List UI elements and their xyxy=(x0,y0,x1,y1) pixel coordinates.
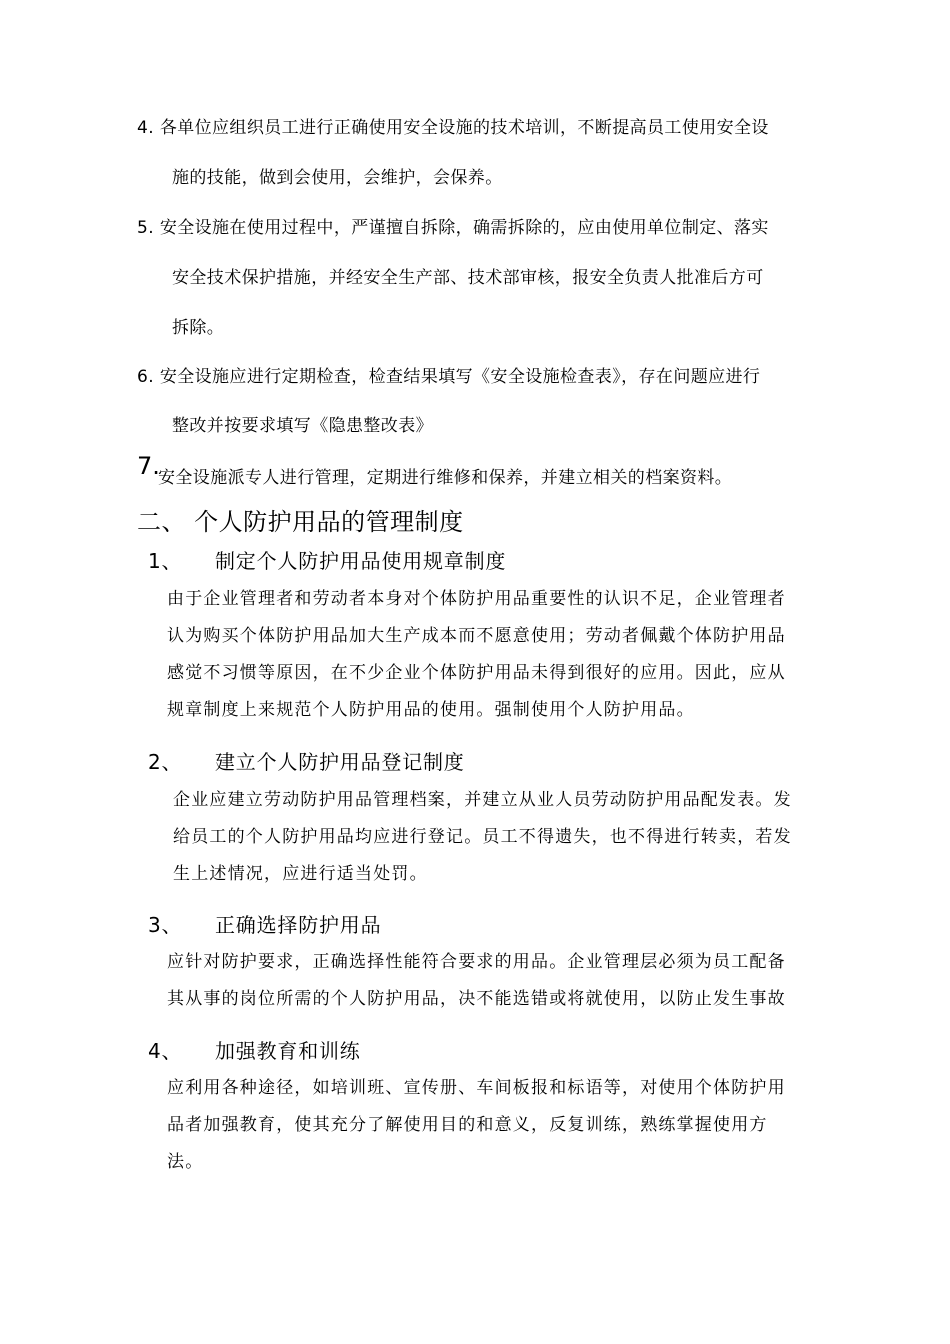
sub2-title: 建立个人防护用品登记制度 xyxy=(215,750,465,774)
sub2-line: 给员工的个人防护用品均应进行登记。员工不得遗失，也不得进行转卖，若发 xyxy=(173,827,792,847)
sub1-line: 感觉不习惯等原因，在不少企业个体防护用品未得到很好的应用。因此，应从 xyxy=(167,663,786,683)
sub4-line: 法。 xyxy=(167,1152,204,1172)
sub4-title: 加强教育和训练 xyxy=(215,1039,361,1063)
sub1-line: 由于企业管理者和劳动者本身对个体防护用品重要性的认识不足，企业管理者 xyxy=(167,589,786,609)
item5-line3: 拆除。 xyxy=(172,318,225,338)
sub4-line: 品者加强教育，使其充分了解使用目的和意义，反复训练，熟练掌握使用方 xyxy=(167,1115,768,1135)
sub3-title: 正确选择防护用品 xyxy=(215,913,382,937)
sub1-title: 制定个人防护用品使用规章制度 xyxy=(215,549,507,573)
sub1-number: 1、 xyxy=(148,549,183,573)
sub4-number: 4、 xyxy=(148,1039,183,1063)
item5-line2: 安全技术保护措施，并经安全生产部、技术部审核，报安全负责人批准后方可 xyxy=(172,268,764,288)
sub2-line: 企业应建立劳动防护用品管理档案，并建立从业人员劳动防护用品配发表。发 xyxy=(173,790,792,810)
sub2-number: 2、 xyxy=(148,750,183,774)
item6-line2: 整改并按要求填写《隐患整改表》 xyxy=(172,416,433,436)
sub1-line: 认为购买个体防护用品加大生产成本而不愿意使用；劳动者佩戴个体防护用品 xyxy=(167,626,786,646)
item4-line1: 4. 各单位应组织员工进行正确使用安全设施的技术培训，不断提高员工使用安全设 xyxy=(137,118,769,138)
sub4-line: 应利用各种途径，如培训班、宣传册、车间板报和标语等，对使用个体防护用 xyxy=(167,1078,786,1098)
item4-line2: 施的技能，做到会使用，会维护，会保养。 xyxy=(172,168,503,188)
item7-number: 7. xyxy=(137,452,160,480)
sub3-line: 其从事的岗位所需的个人防护用品，决不能选错或将就使用，以防止发生事故 xyxy=(167,989,786,1009)
sub3-number: 3、 xyxy=(148,913,183,937)
sub1-line: 规章制度上来规范个人防护用品的使用。强制使用个人防护用品。 xyxy=(167,700,695,720)
section-heading: 二、 个人防护用品的管理制度 xyxy=(137,508,464,536)
item7-text: 安全设施派专人进行管理，定期进行维修和保养，并建立相关的档案资料。 xyxy=(158,468,733,488)
sub2-line: 生上述情况，应进行适当处罚。 xyxy=(173,864,428,884)
item5-line1: 5. 安全设施在使用过程中，严谨擅自拆除，确需拆除的，应由使用单位制定、落实 xyxy=(137,218,769,238)
item6-line1: 6. 安全设施应进行定期检查，检查结果填写《安全设施检查表》，存在问题应进行 xyxy=(137,367,761,387)
sub3-line: 应针对防护要求，正确选择性能符合要求的用品。企业管理层必须为员工配备 xyxy=(167,952,786,972)
